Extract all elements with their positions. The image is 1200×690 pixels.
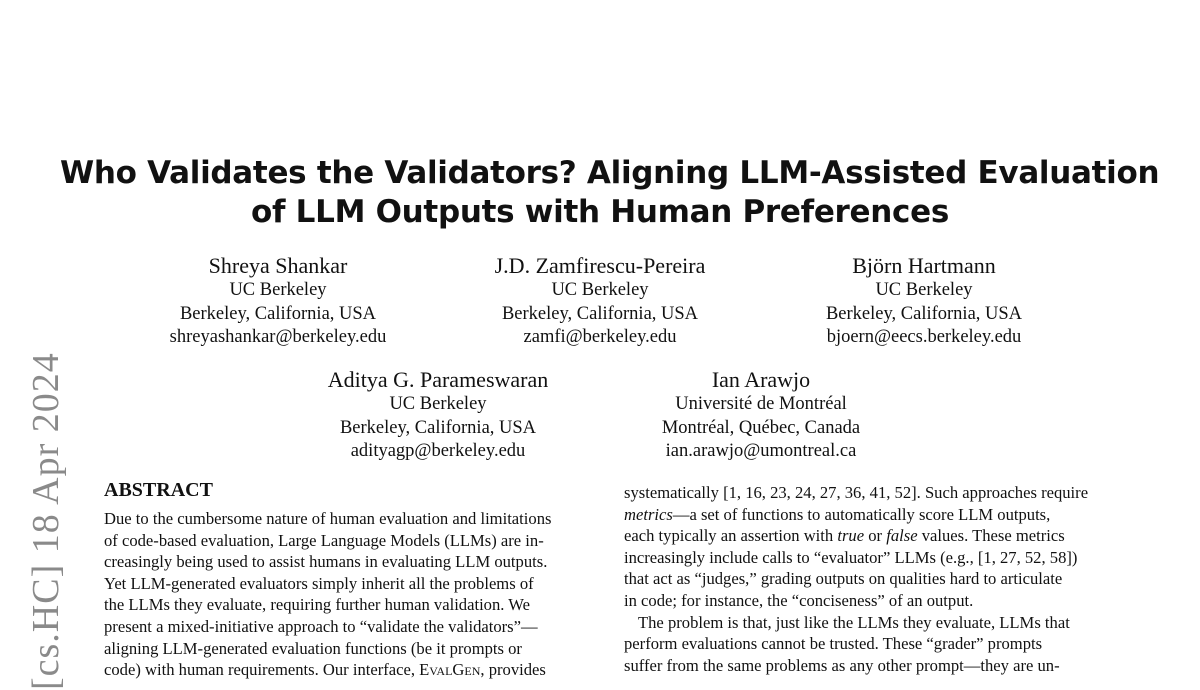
author-affiliation: UC Berkeley	[551, 280, 649, 300]
body-line	[624, 504, 1098, 526]
author-affiliation: Université de Montréal	[675, 394, 847, 414]
title-line-2: of LLM Outputs with Human Preferences	[250, 194, 949, 230]
author-affiliation: UC Berkeley	[875, 280, 973, 300]
body-line: increasingly include calls to “evaluator” LLMs (e.g., [1, 27, 52, 58])	[624, 547, 1078, 567]
body-line: perform evaluations cannot be trusted. These “grader” prompts	[624, 634, 1043, 654]
author-location: Berkeley, California, USA	[339, 417, 537, 438]
body-line: suffer from the same problems as any other prompt—they are un-	[624, 655, 1060, 675]
author-name: J.D. Zamfirescu-Pereira	[494, 253, 706, 278]
abstract-line: aligning LLM-generated evaluation functions (be it prompts or	[104, 638, 522, 658]
true-term: true	[837, 526, 865, 546]
body-line: that act as “judges,” grading outputs on qualities hard to articulate	[624, 569, 1063, 589]
false-term: false	[886, 526, 918, 546]
body-line: systematically [1, 16, 23, 24, 27, 36, 41, 52]. Such approaches require	[624, 483, 1089, 502]
abstract-line: Yet LLM-generated evaluators simply inherit all the problems of	[104, 573, 534, 593]
author-email[interactable]: shreyashankar@berkeley.edu	[169, 327, 387, 347]
title-line-1: Who Validates the Validators? Aligning LLM-Assisted Evaluation	[60, 155, 1160, 191]
arxiv-stamp: [cs.HC] 18 Apr 2024	[25, 352, 67, 690]
body-text: or	[864, 526, 887, 546]
abstract-column	[104, 508, 578, 681]
author-name: Björn Hartmann	[852, 253, 996, 278]
author-block	[800, 252, 1048, 350]
author-affiliation: UC Berkeley	[389, 394, 487, 414]
body-line: in code; for instance, the “conciseness” of an output.	[624, 590, 974, 610]
body-line: The problem is that, just like the LLMs they evaluate, LLMs that	[638, 612, 1070, 632]
author-name: Shreya Shankar	[208, 253, 348, 278]
abstract-line: creasingly being used to assist humans in evaluating LLM outputs.	[104, 552, 548, 572]
body-line	[624, 525, 1098, 547]
abstract-heading: ABSTRACT	[104, 479, 213, 501]
author-location: Berkeley, California, USA	[825, 303, 1023, 324]
intro-column	[624, 482, 1098, 676]
abstract-line: of code-based evaluation, Large Language Models (LLMs) are in-	[104, 530, 544, 550]
evalgen-name: EvalGen	[419, 660, 481, 680]
abstract-line: present a mixed-initiative approach to “validate the validators”—	[104, 616, 538, 636]
author-email[interactable]: ian.arawjo@umontreal.ca	[665, 441, 857, 461]
abstract-line: Due to the cumbersome nature of human evaluation and limitations	[104, 509, 552, 528]
body-text: —a set of functions to automatically score LLM outputs,	[672, 504, 1051, 524]
abstract-line: the LLMs they evaluate, requiring further human validation. We	[104, 595, 530, 615]
body-text: values. These metrics	[917, 526, 1065, 546]
author-block	[308, 366, 568, 464]
abstract-text: code) with human requirements. Our interface,	[104, 660, 420, 680]
author-location: Berkeley, California, USA	[501, 303, 699, 324]
body-text: each typically an assertion with	[624, 526, 838, 546]
metrics-term: metrics	[624, 504, 673, 524]
paper-title	[60, 154, 1160, 232]
author-email[interactable]: bjoern@eecs.berkeley.edu	[826, 327, 1022, 347]
author-block	[160, 252, 396, 350]
author-block	[470, 252, 730, 350]
author-name: Aditya G. Parameswaran	[327, 367, 549, 392]
author-email[interactable]: adityagp@berkeley.edu	[350, 441, 526, 461]
author-location: Berkeley, California, USA	[179, 303, 377, 324]
author-name: Ian Arawjo	[711, 367, 811, 392]
author-location: Montréal, Québec, Canada	[661, 417, 861, 438]
author-email[interactable]: zamfi@berkeley.edu	[523, 327, 677, 347]
abstract-text: , provides	[480, 660, 546, 680]
author-block	[640, 366, 882, 464]
author-affiliation: UC Berkeley	[229, 280, 327, 300]
